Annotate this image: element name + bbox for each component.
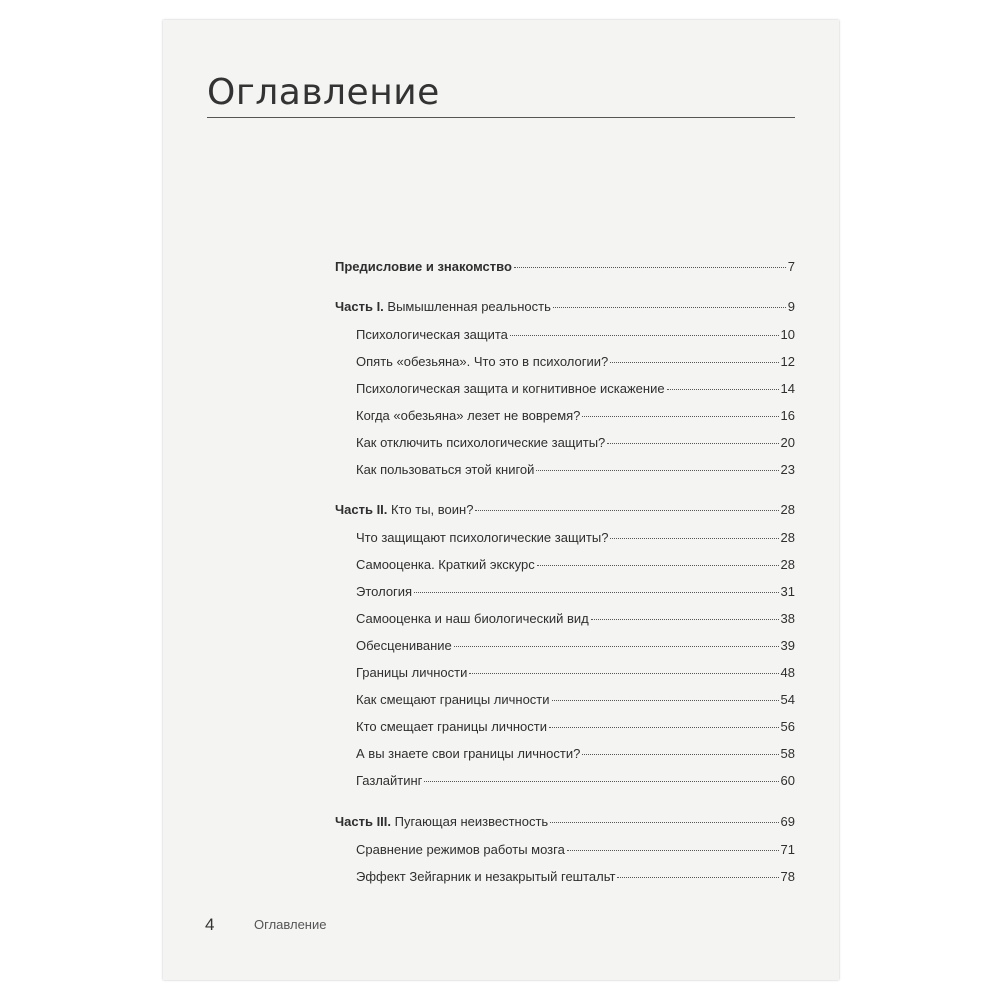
toc-entry-page: 28 <box>780 530 795 545</box>
toc-entry-page: 54 <box>780 692 795 707</box>
dot-leader <box>617 877 778 878</box>
dot-leader <box>582 416 778 417</box>
toc-entry <box>335 259 795 275</box>
dot-leader <box>469 673 778 674</box>
dot-leader <box>537 565 779 566</box>
toc-entry <box>356 692 795 708</box>
toc-part-entry <box>335 814 795 830</box>
toc-entry-page: 71 <box>780 842 795 857</box>
page-title: Оглавление <box>207 72 440 113</box>
toc-entry-label: Как отключить психологические защиты? <box>356 435 606 450</box>
dot-leader <box>475 510 778 511</box>
toc-entry-label: Психологическая защита <box>356 327 508 342</box>
dot-leader <box>510 335 779 336</box>
toc-entry-label: Психологическая защита и когнитивное искажение <box>356 381 665 396</box>
toc-entry-page: 38 <box>780 611 795 626</box>
toc-entry-label: Как пользоваться этой книгой <box>356 462 535 477</box>
toc-entry <box>356 381 795 397</box>
toc-entry-page: 14 <box>780 381 795 396</box>
dot-leader <box>552 700 779 701</box>
dot-leader <box>549 727 779 728</box>
toc-entry-page: 58 <box>780 746 795 761</box>
toc-entry <box>356 557 795 573</box>
toc-entry-label: Кто смещает границы личности <box>356 719 547 734</box>
toc-part-entry <box>335 299 795 315</box>
toc-entry <box>356 408 795 424</box>
toc-entry-label: Самооценка. Краткий экскурс <box>356 557 535 572</box>
toc-entry-label: Сравнение режимов работы мозга <box>356 842 565 857</box>
toc-entry-label: Как смещают границы личности <box>356 692 550 707</box>
toc-entry <box>356 435 795 451</box>
dot-leader <box>414 592 778 593</box>
toc-entry-page: 7 <box>787 259 795 274</box>
dot-leader <box>536 470 778 471</box>
dot-leader <box>424 781 778 782</box>
toc-entry <box>356 584 795 600</box>
toc-entry-label: Эффект Зейгарник и незакрытый гештальт <box>356 869 616 884</box>
toc-entry-label: Пугающая неизвестность <box>391 814 549 829</box>
running-footer: Оглавление <box>254 917 327 932</box>
toc-entry-page: 69 <box>780 814 795 829</box>
toc-entry <box>356 869 795 885</box>
toc-entry-page: 23 <box>780 462 795 477</box>
toc-entry-page: 12 <box>780 354 795 369</box>
toc-entry-page: 28 <box>780 502 795 517</box>
dot-leader <box>610 538 778 539</box>
dot-leader <box>607 443 778 444</box>
toc-entry-label: Газлайтинг <box>356 773 423 788</box>
toc-entry-label: Вымышленная реальность <box>383 299 551 314</box>
dot-leader <box>591 619 779 620</box>
toc-entry <box>356 611 795 627</box>
toc-entry <box>356 462 795 478</box>
toc-entry-label: А вы знаете свои границы личности? <box>356 746 581 761</box>
toc-part-number: Часть III. <box>335 814 392 829</box>
toc-entry-page: 39 <box>780 638 795 653</box>
toc-entry-page: 31 <box>780 584 795 599</box>
toc-entry-page: 60 <box>780 773 795 788</box>
dot-leader <box>550 822 778 823</box>
toc-entry-label: Предисловие и знакомство <box>335 259 512 274</box>
toc-entry-label: Границы личности <box>356 665 468 680</box>
toc-entry-page: 16 <box>780 408 795 423</box>
dot-leader <box>454 646 779 647</box>
toc-entry-page: 56 <box>780 719 795 734</box>
toc-entry <box>356 719 795 735</box>
toc-entry-label: Что защищают психологические защиты? <box>356 530 609 545</box>
toc-entry <box>356 665 795 681</box>
toc-entry-page: 48 <box>780 665 795 680</box>
toc-entry <box>356 746 795 762</box>
toc-entry <box>356 773 795 789</box>
toc-entry-label: Самооценка и наш биологический вид <box>356 611 589 626</box>
dot-leader <box>514 267 786 268</box>
toc-entry <box>356 327 795 343</box>
toc-entry-page: 78 <box>780 869 795 884</box>
toc-entry-label: Обесценивание <box>356 638 452 653</box>
toc-entry-label: Этология <box>356 584 413 599</box>
dot-leader <box>582 754 778 755</box>
dot-leader <box>567 850 779 851</box>
toc-entry-page: 10 <box>780 327 795 342</box>
toc-entry <box>356 638 795 654</box>
toc-entry-page: 9 <box>787 299 795 314</box>
page-number: 4 <box>205 915 215 934</box>
toc-entry-page: 28 <box>780 557 795 572</box>
toc-entry-label: Кто ты, воин? <box>387 502 474 517</box>
dot-leader <box>667 389 779 390</box>
toc-entry <box>356 530 795 546</box>
dot-leader <box>610 362 778 363</box>
toc-entry-label: Когда «обезьяна» лезет не вовремя? <box>356 408 581 423</box>
toc-entry <box>356 842 795 858</box>
toc-part-number: Часть II. <box>335 502 388 517</box>
toc-part-number: Часть I. <box>335 299 384 314</box>
toc-part-entry <box>335 502 795 518</box>
toc-entry-page: 20 <box>780 435 795 450</box>
dot-leader <box>553 307 786 308</box>
toc-entry-label: Опять «обезьяна». Что это в психологии? <box>356 354 609 369</box>
toc-entry <box>356 354 795 370</box>
